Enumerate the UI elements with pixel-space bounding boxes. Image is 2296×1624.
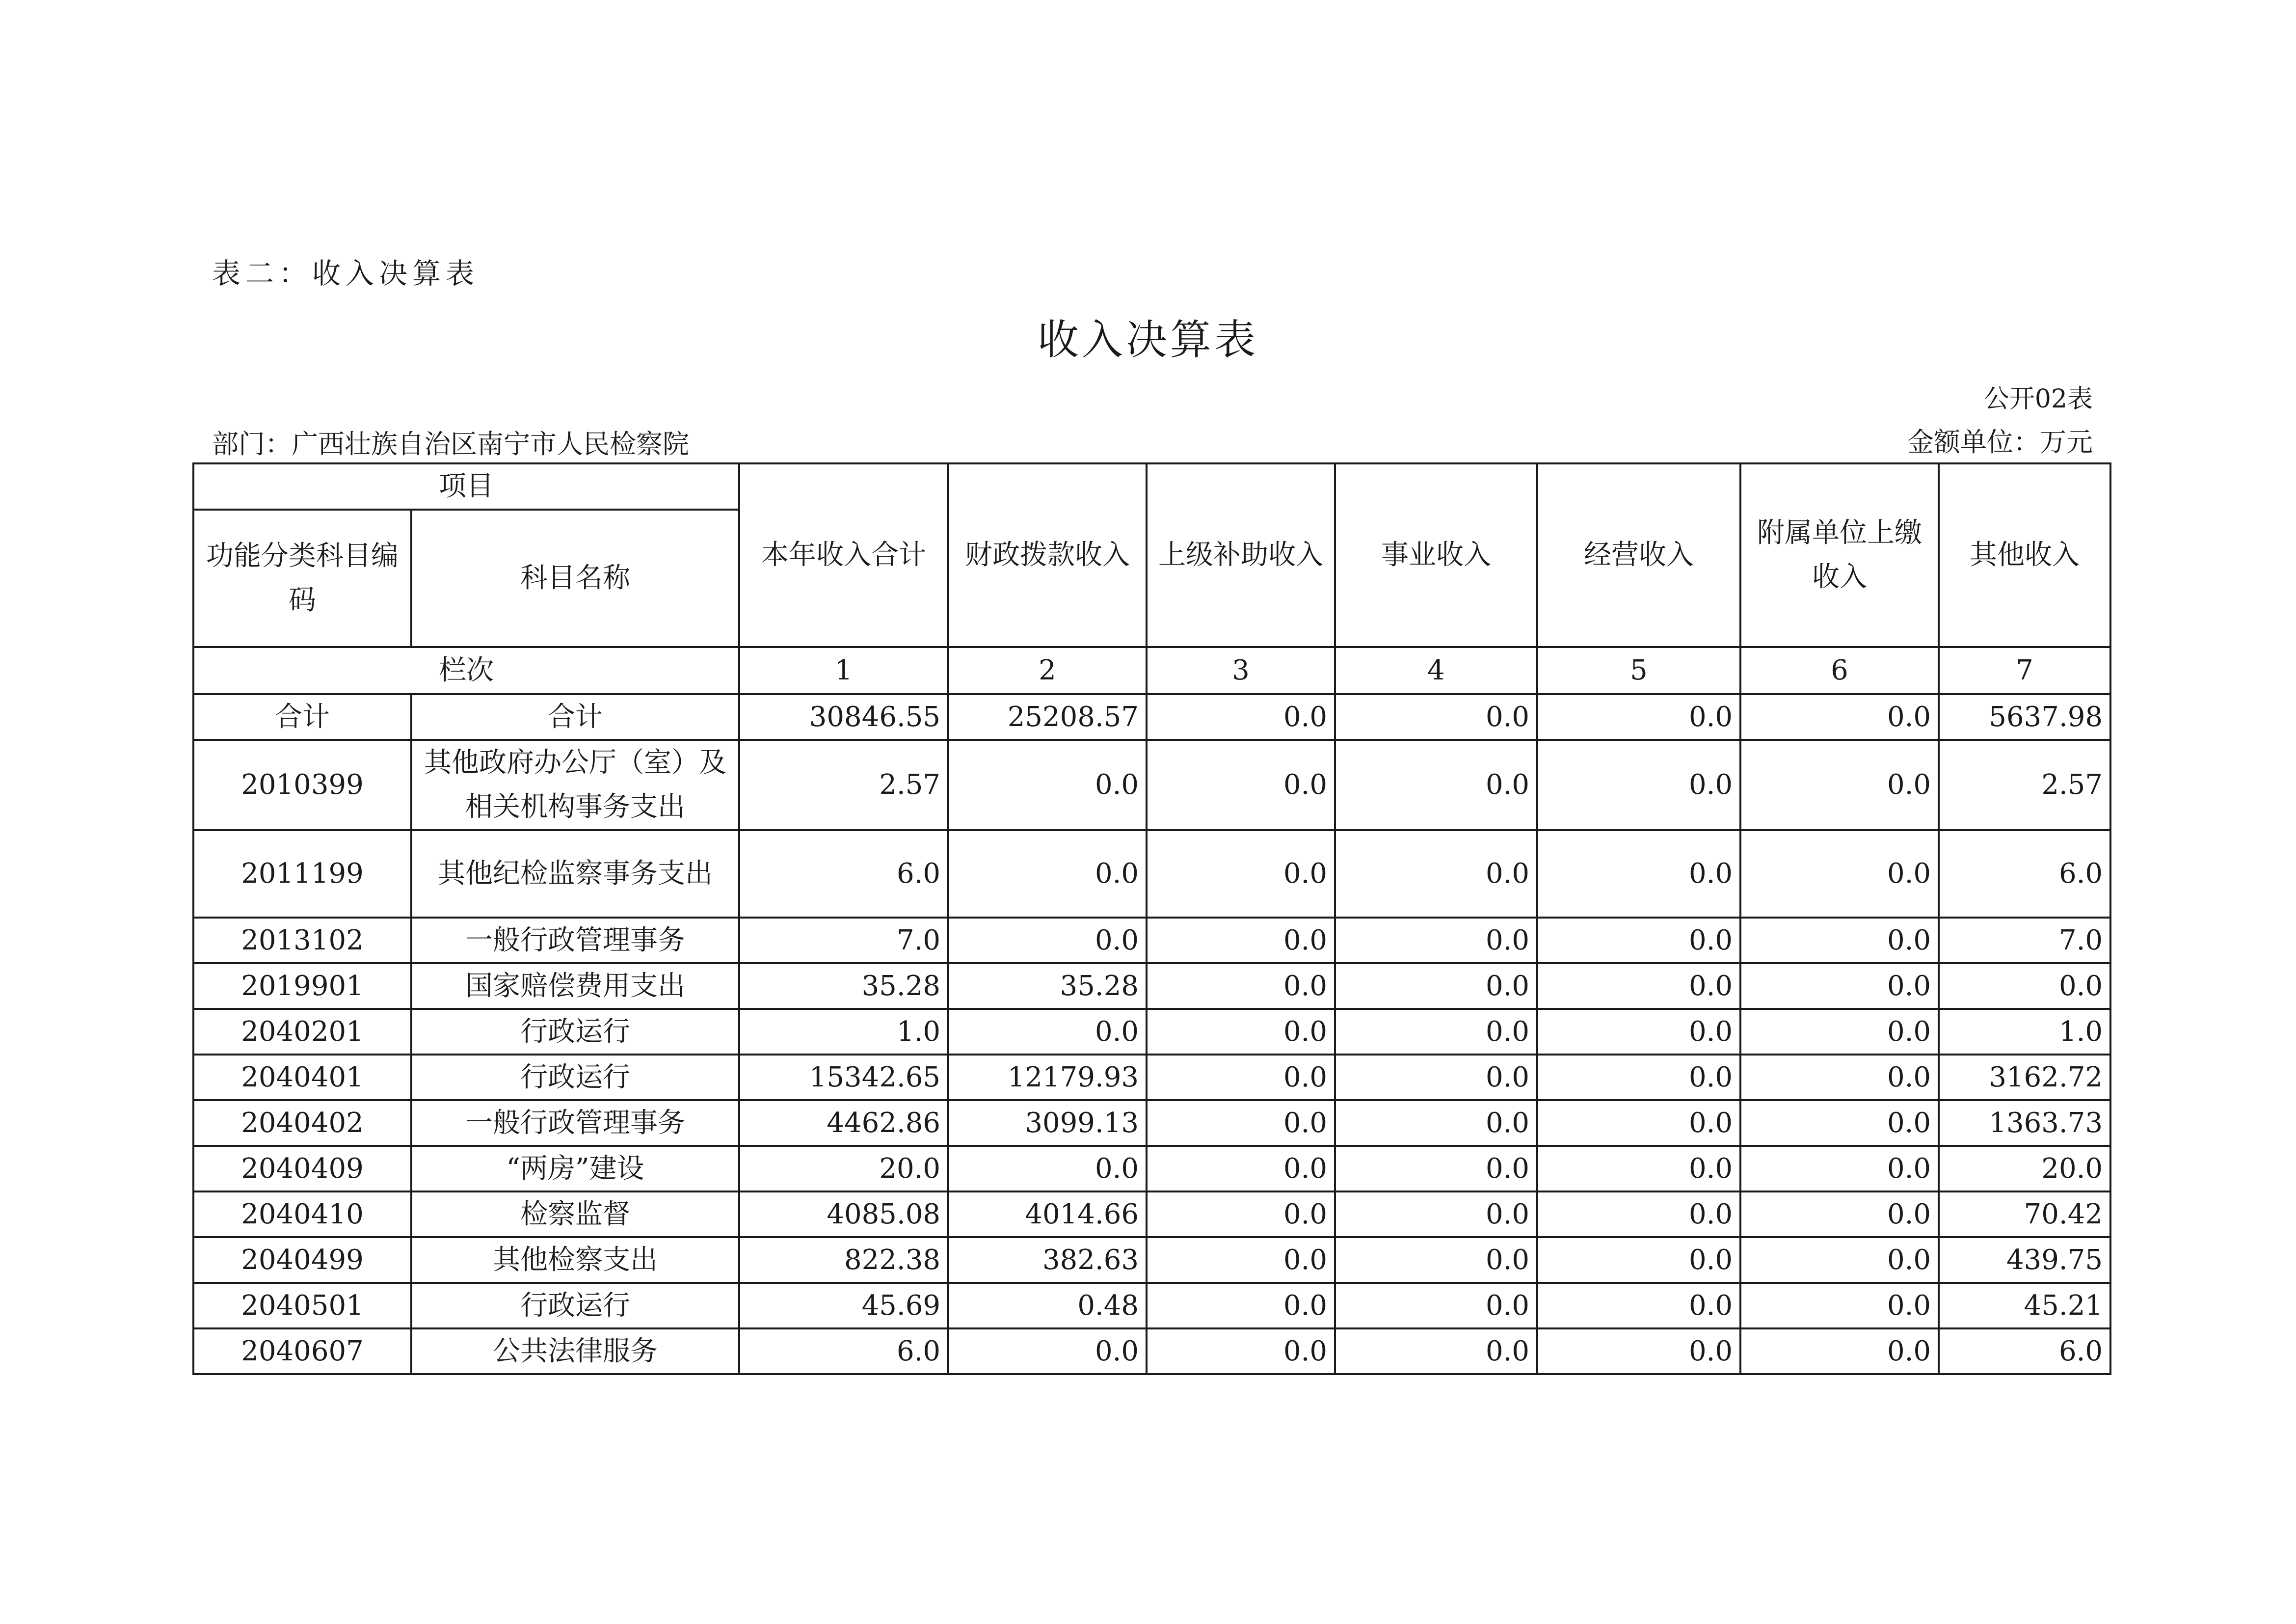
table-row <box>193 1009 2110 1055</box>
row-fiscal-income: 25208.57 <box>948 694 1147 740</box>
table-row <box>193 740 2110 830</box>
row-superior-subsidy: 0.0 <box>1147 918 1335 963</box>
row-affiliated-income: 0.0 <box>1740 1237 1939 1283</box>
row-superior-subsidy: 0.0 <box>1147 1009 1335 1055</box>
row-other-income: 7.0 <box>1939 918 2110 963</box>
row-fiscal-income: 0.48 <box>948 1283 1147 1328</box>
table-row <box>193 1283 2110 1328</box>
row-total-income: 6.0 <box>739 830 948 918</box>
row-superior-subsidy: 0.0 <box>1147 740 1335 830</box>
row-affiliated-income: 0.0 <box>1740 740 1939 830</box>
row-name: 一般行政管理事务 <box>411 1100 739 1146</box>
header-col3: 上级补助收入 <box>1147 463 1335 647</box>
row-business-income: 0.0 <box>1335 1055 1537 1100</box>
row-fiscal-income: 3099.13 <box>948 1100 1147 1146</box>
row-code: 2013102 <box>193 918 411 963</box>
document-title: 收入决算表 <box>1037 316 1258 364</box>
row-affiliated-income: 0.0 <box>1740 830 1939 918</box>
row-fiscal-income: 12179.93 <box>948 1055 1147 1100</box>
row-affiliated-income: 0.0 <box>1740 918 1939 963</box>
row-code: 2040201 <box>193 1009 411 1055</box>
row-code: 2040499 <box>193 1237 411 1283</box>
row-business-income: 0.0 <box>1335 1283 1537 1328</box>
table-code: 公开02表 <box>1983 384 2093 414</box>
row-superior-subsidy: 0.0 <box>1147 1191 1335 1237</box>
row-other-income: 5637.98 <box>1939 694 2110 740</box>
header-col4: 事业收入 <box>1335 463 1537 647</box>
row-code: 2040402 <box>193 1100 411 1146</box>
row-other-income: 3162.72 <box>1939 1055 2110 1100</box>
row-total-income: 35.28 <box>739 963 948 1009</box>
row-affiliated-income: 0.0 <box>1740 1328 1939 1374</box>
row-other-income: 6.0 <box>1939 1328 2110 1374</box>
row-superior-subsidy: 0.0 <box>1147 830 1335 918</box>
row-operating-income: 0.0 <box>1537 963 1740 1009</box>
row-business-income: 0.0 <box>1335 918 1537 963</box>
row-name: 其他政府办公厅（室）及相关机构事务支出 <box>411 740 739 830</box>
header-col6: 附属单位上缴收入 <box>1740 463 1939 647</box>
row-code: 2019901 <box>193 963 411 1009</box>
row-business-income: 0.0 <box>1335 1146 1537 1191</box>
row-operating-income: 0.0 <box>1537 740 1740 830</box>
table-row <box>193 1237 2110 1283</box>
table-row <box>193 918 2110 963</box>
row-operating-income: 0.0 <box>1537 1237 1740 1283</box>
row-other-income: 70.42 <box>1939 1191 2110 1237</box>
row-business-income: 0.0 <box>1335 1009 1537 1055</box>
row-operating-income: 0.0 <box>1537 1055 1740 1100</box>
table-row <box>193 830 2110 918</box>
row-name: 合计 <box>411 694 739 740</box>
row-code: 2040607 <box>193 1328 411 1374</box>
row-fiscal-income: 0.0 <box>948 830 1147 918</box>
row-code: 2040410 <box>193 1191 411 1237</box>
row-code: 2040501 <box>193 1283 411 1328</box>
header-n7: 7 <box>1939 647 2110 694</box>
row-code: 2011199 <box>193 830 411 918</box>
row-superior-subsidy: 0.0 <box>1147 1328 1335 1374</box>
row-affiliated-income: 0.0 <box>1740 1009 1939 1055</box>
row-total-income: 1.0 <box>739 1009 948 1055</box>
row-other-income: 2.57 <box>1939 740 2110 830</box>
header-n1: 1 <box>739 647 948 694</box>
header-lanci: 栏次 <box>193 647 739 694</box>
row-fiscal-income: 35.28 <box>948 963 1147 1009</box>
row-total-income: 30846.55 <box>739 694 948 740</box>
row-total-income: 4085.08 <box>739 1191 948 1237</box>
row-code: 2010399 <box>193 740 411 830</box>
row-total-income: 7.0 <box>739 918 948 963</box>
row-code: 合计 <box>193 694 411 740</box>
header-col7: 其他收入 <box>1939 463 2110 647</box>
row-business-income: 0.0 <box>1335 1237 1537 1283</box>
header-project: 项目 <box>193 463 739 510</box>
row-operating-income: 0.0 <box>1537 1146 1740 1191</box>
table-row <box>193 1191 2110 1237</box>
row-business-income: 0.0 <box>1335 963 1537 1009</box>
row-name: 检察监督 <box>411 1191 739 1237</box>
header-n4: 4 <box>1335 647 1537 694</box>
row-business-income: 0.0 <box>1335 1328 1537 1374</box>
department-label: 部门：广西壮族自治区南宁市人民检察院 <box>212 429 689 460</box>
header-name: 科目名称 <box>411 510 739 647</box>
row-operating-income: 0.0 <box>1537 1283 1740 1328</box>
header-col5: 经营收入 <box>1537 463 1740 647</box>
header-col2: 财政拨款收入 <box>948 463 1147 647</box>
row-total-income: 822.38 <box>739 1237 948 1283</box>
row-other-income: 45.21 <box>1939 1283 2110 1328</box>
row-name: 国家赔偿费用支出 <box>411 963 739 1009</box>
row-superior-subsidy: 0.0 <box>1147 1283 1335 1328</box>
row-business-income: 0.0 <box>1335 694 1537 740</box>
table-row <box>193 694 2110 740</box>
header-code: 功能分类科目编码 <box>193 510 411 647</box>
row-superior-subsidy: 0.0 <box>1147 1146 1335 1191</box>
row-code: 2040401 <box>193 1055 411 1100</box>
row-operating-income: 0.0 <box>1537 1009 1740 1055</box>
row-name: 一般行政管理事务 <box>411 918 739 963</box>
row-code: 2040409 <box>193 1146 411 1191</box>
row-fiscal-income: 0.0 <box>948 918 1147 963</box>
row-fiscal-income: 382.63 <box>948 1237 1147 1283</box>
header-n3: 3 <box>1147 647 1335 694</box>
row-operating-income: 0.0 <box>1537 830 1740 918</box>
page-caption: 表二：收入决算表 <box>212 257 480 290</box>
row-name: 行政运行 <box>411 1283 739 1328</box>
row-name: 公共法律服务 <box>411 1328 739 1374</box>
row-total-income: 6.0 <box>739 1328 948 1374</box>
row-other-income: 20.0 <box>1939 1146 2110 1191</box>
row-superior-subsidy: 0.0 <box>1147 1100 1335 1146</box>
row-other-income: 1363.73 <box>1939 1100 2110 1146</box>
row-other-income: 1.0 <box>1939 1009 2110 1055</box>
row-name: 行政运行 <box>411 1009 739 1055</box>
row-name: “两房”建设 <box>411 1146 739 1191</box>
row-total-income: 4462.86 <box>739 1100 948 1146</box>
row-affiliated-income: 0.0 <box>1740 1283 1939 1328</box>
table-row <box>193 1055 2110 1100</box>
amount-unit-label: 金额单位：万元 <box>1907 427 2093 458</box>
header-n6: 6 <box>1740 647 1939 694</box>
header-col1: 本年收入合计 <box>739 463 948 647</box>
row-business-income: 0.0 <box>1335 1100 1537 1146</box>
row-fiscal-income: 0.0 <box>948 1009 1147 1055</box>
row-total-income: 15342.65 <box>739 1055 948 1100</box>
row-other-income: 0.0 <box>1939 963 2110 1009</box>
header-n5: 5 <box>1537 647 1740 694</box>
row-business-income: 0.0 <box>1335 1191 1537 1237</box>
row-superior-subsidy: 0.0 <box>1147 1237 1335 1283</box>
row-operating-income: 0.0 <box>1537 918 1740 963</box>
row-other-income: 439.75 <box>1939 1237 2110 1283</box>
row-total-income: 20.0 <box>739 1146 948 1191</box>
row-superior-subsidy: 0.0 <box>1147 694 1335 740</box>
table-row <box>193 1146 2110 1191</box>
row-affiliated-income: 0.0 <box>1740 1055 1939 1100</box>
row-affiliated-income: 0.0 <box>1740 963 1939 1009</box>
row-name: 其他检察支出 <box>411 1237 739 1283</box>
row-total-income: 45.69 <box>739 1283 948 1328</box>
header-n2: 2 <box>948 647 1147 694</box>
row-name: 行政运行 <box>411 1055 739 1100</box>
row-affiliated-income: 0.0 <box>1740 1146 1939 1191</box>
row-business-income: 0.0 <box>1335 740 1537 830</box>
row-operating-income: 0.0 <box>1537 1100 1740 1146</box>
row-operating-income: 0.0 <box>1537 1328 1740 1374</box>
row-name: 其他纪检监察事务支出 <box>411 830 739 918</box>
table-row <box>193 1328 2110 1374</box>
table-row <box>193 1100 2110 1146</box>
row-total-income: 2.57 <box>739 740 948 830</box>
row-fiscal-income: 0.0 <box>948 1146 1147 1191</box>
row-affiliated-income: 0.0 <box>1740 694 1939 740</box>
row-operating-income: 0.0 <box>1537 694 1740 740</box>
row-fiscal-income: 0.0 <box>948 1328 1147 1374</box>
row-superior-subsidy: 0.0 <box>1147 963 1335 1009</box>
income-table <box>192 462 2111 1375</box>
row-other-income: 6.0 <box>1939 830 2110 918</box>
row-superior-subsidy: 0.0 <box>1147 1055 1335 1100</box>
row-affiliated-income: 0.0 <box>1740 1191 1939 1237</box>
row-operating-income: 0.0 <box>1537 1191 1740 1237</box>
table-row <box>193 963 2110 1009</box>
row-affiliated-income: 0.0 <box>1740 1100 1939 1146</box>
row-business-income: 0.0 <box>1335 830 1537 918</box>
row-fiscal-income: 0.0 <box>948 740 1147 830</box>
row-fiscal-income: 4014.66 <box>948 1191 1147 1237</box>
